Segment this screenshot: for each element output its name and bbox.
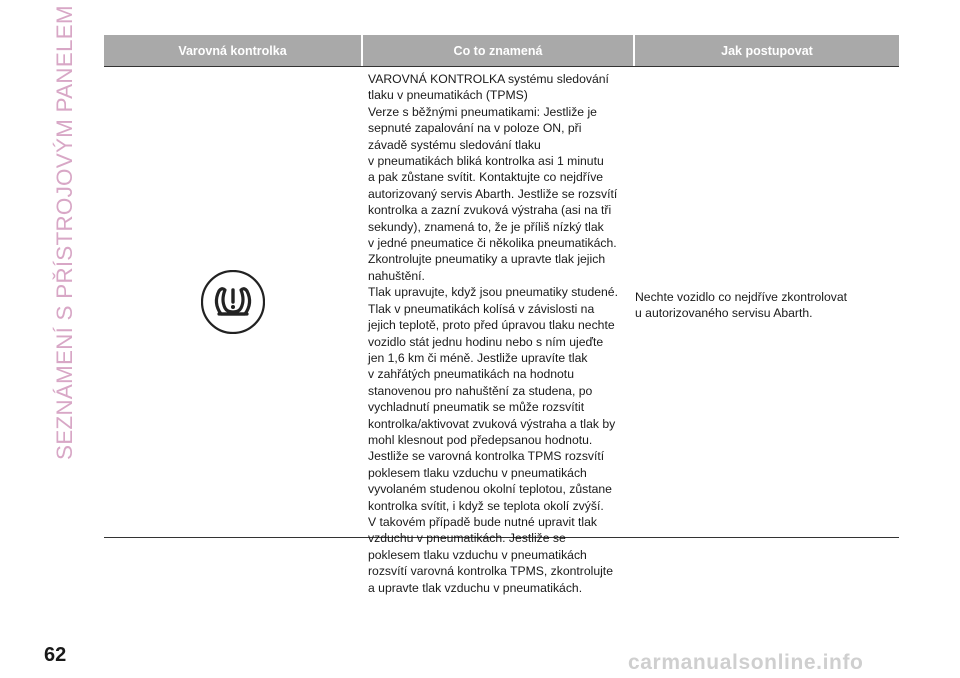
meaning-text-line: Jestliže se varovná kontrolka TPMS rozsvítí [368, 449, 605, 464]
meaning-text-line: sekundy), znamená to, že je příliš nízký tlak [368, 219, 604, 234]
table-row [104, 67, 899, 595]
meaning-text-line: autorizovaný servis Abarth. Jestliže se rozsvítí [368, 186, 618, 201]
meaning-text-line: v pneumatikách bliká kontrolka asi 1 minutu [368, 154, 604, 169]
tpms-warning-icon [201, 270, 265, 334]
table-header-row [104, 35, 899, 66]
meaning-text-line: sepnuté zapalování na v poloze ON, při [368, 121, 582, 136]
watermark: carmanualsonline.info [628, 651, 864, 674]
meaning-text-line: vozidlo stát jednu hodinu nebo s ním ujeďte [368, 334, 604, 349]
meaning-text-line: V takovém případě bude nutné upravit tlak [368, 514, 597, 529]
meaning-text-line: jen 1,6 km či méně. Jestliže upravíte tlak [368, 350, 588, 365]
meaning-text-line: a upravte tlak vzduchu v pneumatikách. [368, 580, 583, 595]
header-action: Jak postupovat [633, 35, 899, 66]
warning-light-table [104, 35, 899, 595]
action-cell [633, 67, 899, 537]
meaning-text-line: Tlak v pneumatikách kolísá v závislosti na [368, 301, 595, 316]
side-section-title: SEZNÁMENÍ S PŘÍSTROJOVÝM PANELEM [52, 5, 77, 460]
icon-cell [104, 67, 361, 537]
meaning-text-line: v jedné pneumatice či několika pneumatikách. [368, 236, 617, 251]
meaning-text-line: Verze s běžnými pneumatikami: Jestliže je [368, 104, 597, 119]
page-number: 62 [44, 644, 67, 666]
meaning-text-line: tlaku v pneumatikách (TPMS) [368, 88, 528, 103]
meaning-text-line: poklesem tlaku vzduchu v pneumatikách [368, 465, 587, 480]
meaning-text-line: rozsvítí varovná kontrolka TPMS, zkontrolujte [368, 564, 613, 579]
action-text-line: u autorizovaného servisu Abarth. [635, 306, 813, 320]
action-text [635, 289, 847, 322]
meaning-text-line: a pak zůstane svítit. Kontaktujte co nejdříve [368, 170, 604, 185]
meaning-text-line: vyvolaném studenou okolní teplotou, zůstane [368, 482, 612, 497]
meaning-text-line: Tlak upravujte, když jsou pneumatiky studené. [368, 285, 618, 300]
meaning-text-line: VAROVNÁ KONTROLKA systému sledování [368, 72, 609, 86]
meaning-cell [361, 67, 633, 595]
action-text-line: Nechte vozidlo co nejdříve zkontrolovat [635, 289, 848, 304]
meaning-text-line: vzduchu v pneumatikách. Jestliže se [368, 531, 566, 546]
meaning-text-line: závadě systému sledování tlaku [368, 137, 541, 152]
header-warning-light: Varovná kontrolka [104, 35, 361, 66]
tpms-warning-icon-svg [201, 270, 265, 334]
meaning-text-line: kontrolka/aktivovat zvuková výstraha a tlak by [368, 416, 616, 431]
meaning-text-line: v zahřátých pneumatikách na hodnotu [368, 367, 574, 382]
meaning-text-line: vychladnutí pneumatik se může rozsvítit [368, 400, 585, 415]
meaning-text-line: stanovenou pro nahuštění za studena, po [368, 383, 593, 398]
meaning-text-line: nahuštění. [368, 268, 425, 283]
meaning-text-line: kontrolka a zazní zvuková výstraha (asi na tři [368, 203, 612, 218]
meaning-text-line: poklesem tlaku vzduchu v pneumatikách [368, 547, 587, 562]
meaning-text-line: Zkontrolujte pneumatiky a upravte tlak jejich [368, 252, 606, 267]
meaning-text-line: mohl klesnout pod předepsanou hodnotu. [368, 432, 593, 447]
meaning-text-line: kontrolka svítit, i když se teplota okolí zvýší. [368, 498, 604, 513]
meaning-text-line: jejich teplotě, proto před úpravou tlaku nechte [368, 318, 615, 333]
header-meaning: Co to znamená [361, 35, 633, 66]
